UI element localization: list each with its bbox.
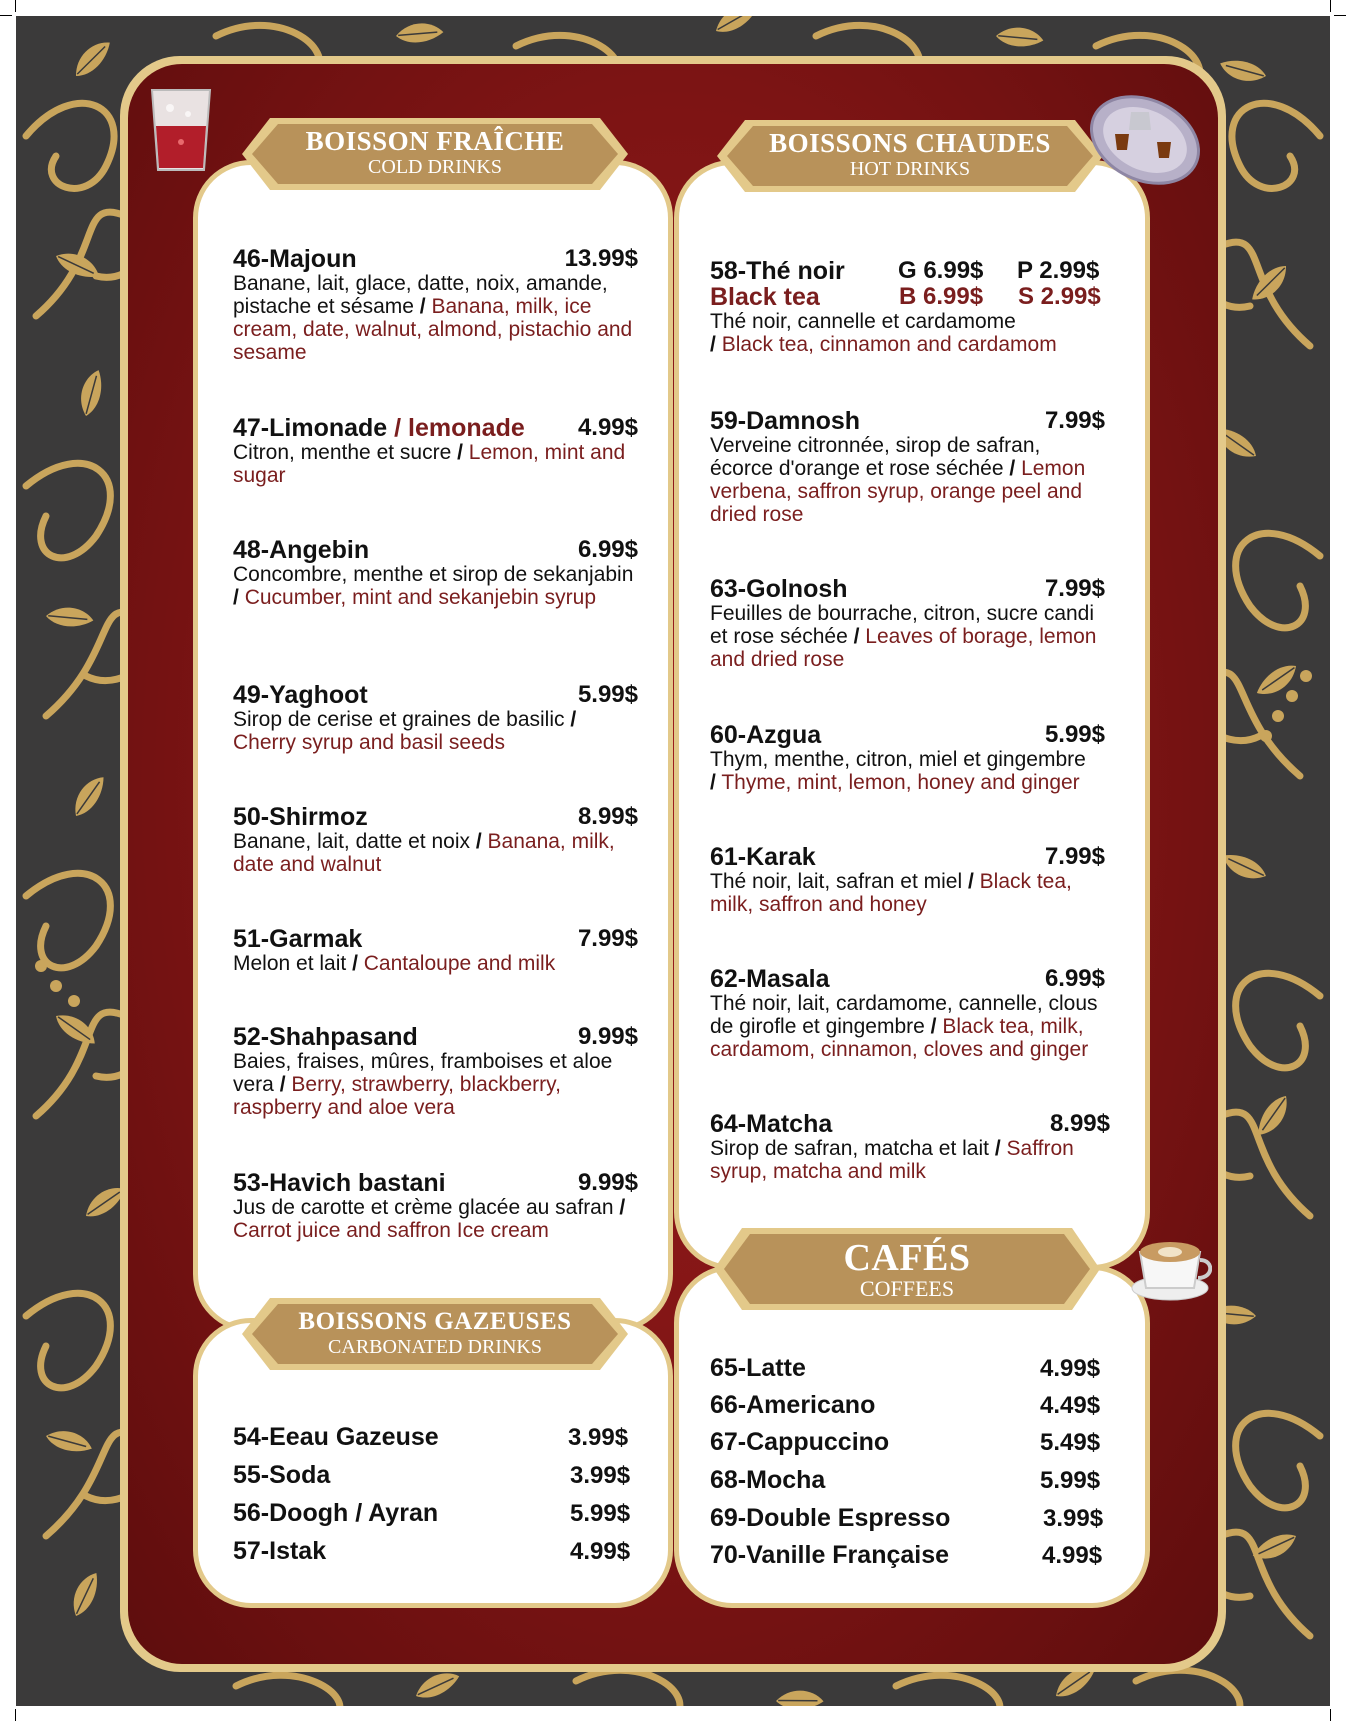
item-price: 7.99$ xyxy=(577,925,638,952)
separator: / xyxy=(570,708,577,731)
item-name: 52-Shahpasand xyxy=(233,1023,418,1051)
cold-drinks-subtitle: COLD DRINKS xyxy=(368,156,502,178)
item-price: 7.99$ xyxy=(1044,407,1105,434)
separator: / xyxy=(930,1015,937,1038)
item-name: 53-Havich bastani xyxy=(233,1169,446,1197)
item-name-en: Black tea xyxy=(710,283,820,311)
item-price: 6.99$ xyxy=(577,536,638,563)
item-description xyxy=(233,1050,638,1119)
separator: / xyxy=(279,1073,286,1096)
separator: / xyxy=(710,333,716,356)
description-en: Banana, milk, date and walnut xyxy=(233,830,615,876)
carbonated-item-name: 56-Doogh / Ayran xyxy=(233,1499,439,1527)
description-en: Lemon verbena, saffron syrup, orange peel and dried rose xyxy=(710,457,1086,526)
item-name: 61-Karak xyxy=(710,843,816,871)
description-fr: Banane, lait, glace, datte, noix, amande, pistache et sésame xyxy=(233,272,608,318)
description-fr: Jus de carotte et crème glacée au safran xyxy=(233,1196,614,1219)
description-en: Black tea, milk, saffron and honey xyxy=(710,870,1072,916)
description-en: Carrot juice and saffron Ice cream xyxy=(233,1219,549,1242)
item-name: 59-Damnosh xyxy=(710,407,861,435)
description-fr: Banane, lait, datte et noix xyxy=(233,830,470,853)
item-description xyxy=(710,748,1105,794)
description-en: Leaves of borage, lemon and dried rose xyxy=(710,625,1097,671)
description-en: Cherry syrup and basil seeds xyxy=(233,731,505,754)
item-price: 7.99$ xyxy=(1044,843,1105,870)
menu-item xyxy=(233,926,638,975)
item-description xyxy=(710,870,1105,916)
description-fr: Sirop de cerise et graines de basilic xyxy=(233,708,565,731)
separator: / xyxy=(475,830,482,853)
item-price: 5.99$ xyxy=(577,681,638,708)
menu-item xyxy=(710,576,1110,671)
separator: / xyxy=(457,441,463,464)
coffees-subtitle: COFFEES xyxy=(859,1276,955,1301)
menu-item xyxy=(710,844,1105,916)
item-description xyxy=(233,952,638,975)
item-name: 58-Thé noir xyxy=(710,257,845,285)
cold-drinks-banner xyxy=(240,112,630,196)
description-en: Black tea, cinnamon and cardamom xyxy=(721,333,1057,356)
crop-mark xyxy=(1330,1709,1331,1721)
description-fr: Feuilles de bourrache, citron, sucre candi et rose séchée xyxy=(710,602,1095,648)
price-large-en: B 6.99$ xyxy=(899,283,984,310)
carbonated-item-price: 3.99$ xyxy=(568,1424,629,1451)
menu-item xyxy=(710,966,1110,1061)
carbonated-item-name: 54-Eeau Gazeuse xyxy=(233,1423,439,1451)
item-description xyxy=(710,434,1105,526)
cold-drink-glass-icon xyxy=(148,86,214,174)
carbonated-title: BOISSONS GAZEUSES xyxy=(298,1308,572,1335)
item-name: 51-Garmak xyxy=(233,925,363,953)
description-fr: Thé noir, lait, cardamome, cannelle, clous de girofle et gingembre xyxy=(710,992,1098,1038)
item-name: 49-Yaghoot xyxy=(233,681,368,709)
description-fr: Citron, menthe et sucre xyxy=(233,441,452,464)
coffee-item-name: 68-Mocha xyxy=(710,1466,826,1494)
item-name: 60-Azgua xyxy=(710,721,822,749)
cold-drinks-title: BOISSON FRAÎCHE xyxy=(305,126,565,156)
item-description xyxy=(710,310,1110,356)
item-name: 63-Golnosh xyxy=(710,575,848,603)
item-price: 13.99$ xyxy=(564,245,638,272)
hot-drinks-subtitle: HOT DRINKS xyxy=(849,158,971,180)
coffee-item-name: 69-Double Espresso xyxy=(710,1504,951,1532)
menu-item xyxy=(710,1111,1110,1183)
carbonated-item-price: 4.99$ xyxy=(570,1538,631,1565)
description-en: Saffron syrup, matcha and milk xyxy=(710,1137,1074,1183)
item-description xyxy=(233,272,638,364)
separator: / xyxy=(1009,457,1016,480)
menu-item xyxy=(233,804,638,876)
coffee-item-price: 5.49$ xyxy=(1040,1429,1101,1456)
crop-mark xyxy=(1330,0,1331,12)
separator: / xyxy=(233,586,239,609)
coffee-cup-icon xyxy=(1130,1232,1212,1304)
separator: / xyxy=(619,1196,626,1219)
item-description xyxy=(710,602,1110,671)
menu-item xyxy=(233,246,638,364)
description-en: Banana, milk, ice cream, date, walnut, almond, pistachio and sesame xyxy=(233,295,633,364)
menu-item xyxy=(233,1170,638,1242)
description-fr: Verveine citronnée, sirop de safran, écorce d'orange et rose séchée xyxy=(710,434,1041,480)
item-name: 50-Shirmoz xyxy=(233,803,368,831)
separator: / xyxy=(352,952,358,975)
item-description xyxy=(233,708,638,754)
item-name: 46-Majoun xyxy=(233,245,357,273)
crop-mark xyxy=(15,1709,16,1721)
separator: / xyxy=(967,870,974,893)
description-en: Cucumber, mint and sekanjebin syrup xyxy=(244,586,597,609)
item-price: 5.99$ xyxy=(1044,721,1105,748)
description-en: Black tea, milk, cardamom, cinnamon, cloves and ginger xyxy=(710,1015,1089,1061)
carbonated-item-price: 3.99$ xyxy=(570,1462,631,1489)
description-en: Lemon, mint and sugar xyxy=(233,441,626,487)
carbonated-item-price: 5.99$ xyxy=(570,1500,631,1527)
crop-mark xyxy=(1334,15,1346,16)
menu-item xyxy=(233,537,638,609)
item-description xyxy=(710,992,1110,1061)
separator: / xyxy=(853,625,860,648)
item-price: 8.99$ xyxy=(577,803,638,830)
carbonated-subtitle: CARBONATED DRINKS xyxy=(328,1336,542,1358)
crop-mark xyxy=(15,0,16,12)
carbonated-item-name: 57-Istak xyxy=(233,1537,327,1565)
separator: / xyxy=(710,771,716,794)
carbonated-item-name: 55-Soda xyxy=(233,1461,331,1489)
tea-tray-icon xyxy=(1085,72,1205,192)
item-price: 6.99$ xyxy=(1044,965,1105,992)
description-fr: Thé noir, lait, safran et miel xyxy=(710,870,963,893)
item-price: 7.99$ xyxy=(1044,575,1105,602)
price-small-en: S 2.99$ xyxy=(1018,283,1101,310)
item-price: 9.99$ xyxy=(577,1169,638,1196)
coffee-item-price: 3.99$ xyxy=(1043,1505,1104,1532)
coffee-item-name: 67-Cappuccino xyxy=(710,1428,890,1456)
item-name: 47-Limonade xyxy=(233,414,388,442)
coffee-item-price: 4.99$ xyxy=(1042,1542,1103,1569)
description-fr: Sirop de safran, matcha et lait xyxy=(710,1137,989,1160)
description-fr: Thé noir, cannelle et cardamome xyxy=(710,310,1016,333)
item-price: 9.99$ xyxy=(577,1023,638,1050)
item-description xyxy=(233,441,638,487)
hot-drinks-banner xyxy=(715,114,1105,198)
item-description xyxy=(233,830,638,876)
hot-drinks-title: BOISSONS CHAUDES xyxy=(769,128,1051,158)
coffee-item-price: 4.49$ xyxy=(1040,1392,1101,1419)
item-name-en: / lemonade xyxy=(394,414,525,442)
carbonated-banner xyxy=(240,1292,630,1376)
coffee-item-price: 4.99$ xyxy=(1040,1355,1101,1382)
description-fr: Baies, fraises, mûres, framboises et aloe vera xyxy=(233,1050,613,1096)
description-en: Thyme, mint, lemon, honey and ginger xyxy=(721,771,1080,794)
description-en: Cantaloupe and milk xyxy=(363,952,556,975)
item-name: 64-Matcha xyxy=(710,1110,833,1138)
menu-item-tea xyxy=(710,258,1110,356)
item-description xyxy=(233,1196,638,1242)
separator: / xyxy=(994,1137,1001,1160)
description-fr: Concombre, menthe et sirop de sekanjabin xyxy=(233,563,634,586)
item-description xyxy=(710,1137,1110,1183)
coffees-banner xyxy=(712,1222,1102,1316)
item-price: 4.99$ xyxy=(577,414,638,441)
item-name: 48-Angebin xyxy=(233,536,370,564)
menu-item xyxy=(233,1024,638,1119)
coffee-item-price: 5.99$ xyxy=(1040,1467,1101,1494)
coffee-item-name: 70-Vanille Française xyxy=(710,1541,950,1569)
coffees-title: CAFÉS xyxy=(843,1237,971,1279)
menu-item xyxy=(710,408,1105,526)
description-en: Berry, strawberry, blackberry, raspberry and aloe vera xyxy=(233,1073,561,1119)
separator: / xyxy=(419,295,426,318)
price-large: G 6.99$ xyxy=(898,257,984,284)
coffee-item-name: 65-Latte xyxy=(710,1354,806,1382)
item-name: 62-Masala xyxy=(710,965,830,993)
menu-item xyxy=(233,682,638,754)
menu-item xyxy=(710,722,1105,794)
description-fr: Thym, menthe, citron, miel et gingembre xyxy=(710,748,1086,771)
item-description xyxy=(233,563,638,609)
coffee-item-name: 66-Americano xyxy=(710,1391,876,1419)
description-fr: Melon et lait xyxy=(233,952,347,975)
price-small: P 2.99$ xyxy=(1017,257,1100,284)
crop-mark xyxy=(0,15,12,16)
menu-item xyxy=(233,415,638,487)
item-price: 8.99$ xyxy=(1049,1110,1110,1137)
